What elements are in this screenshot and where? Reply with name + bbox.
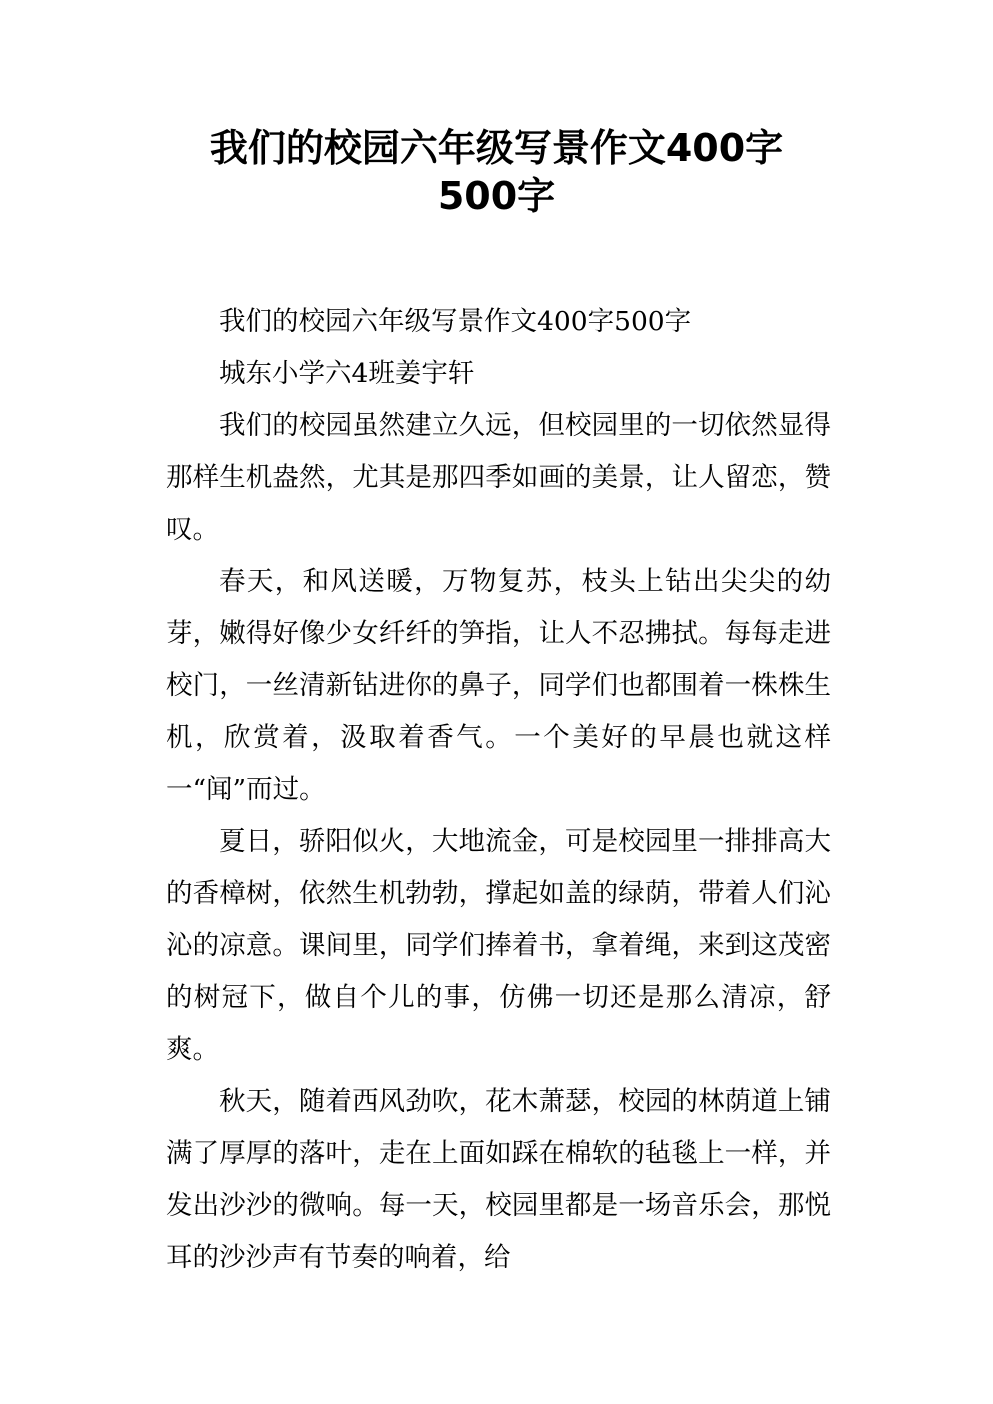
paragraph-author: 城东小学六4班姜宇轩 (219, 358, 475, 389)
document-body (166, 296, 831, 1284)
document-title (0, 124, 993, 220)
title-line-1: 我们的校园六年级写景作文400字 (209, 126, 784, 170)
paragraph-summer: 夏日，骄阳似火，大地流金，可是校园里一排排高大的香樟树，依然生机勃勃，撑起如盖的绿荫，带着人们沁沁的凉意。课间里，同学们捧着书，拿着绳，来到这茂密的树冠下，做自个儿的事，仿佛一切还是那么清凉，舒爽。 (166, 826, 831, 1065)
paragraph-spring: 春天，和风送暖，万物复苏，枝头上钻出尖尖的幼芽，嫩得好像少女纤纤的笋指，让人不忍拂拭。每每走进校门，一丝清新钻进你的鼻子，同学们也都围着一株株生机，欣赏着，汲取着香气。一个美好的早晨也就这样一“闻”而过。 (166, 566, 831, 805)
title-line-2: 500字 (437, 174, 556, 218)
paragraph-intro: 我们的校园虽然建立久远，但校园里的一切依然显得那样生机盎然，尤其是那四季如画的美景，让人留恋，赞叹。 (166, 410, 831, 545)
paragraph-autumn: 秋天，随着西风劲吹，花木萧瑟，校园的林荫道上铺满了厚厚的落叶，走在上面如踩在棉软的毡毯上一样，并发出沙沙的微响。每一天，校园里都是一场音乐会，那悦耳的沙沙声有节奏的响着，给 (166, 1086, 831, 1273)
paragraph-subtitle: 我们的校园六年级写景作文400字500字 (219, 306, 692, 337)
